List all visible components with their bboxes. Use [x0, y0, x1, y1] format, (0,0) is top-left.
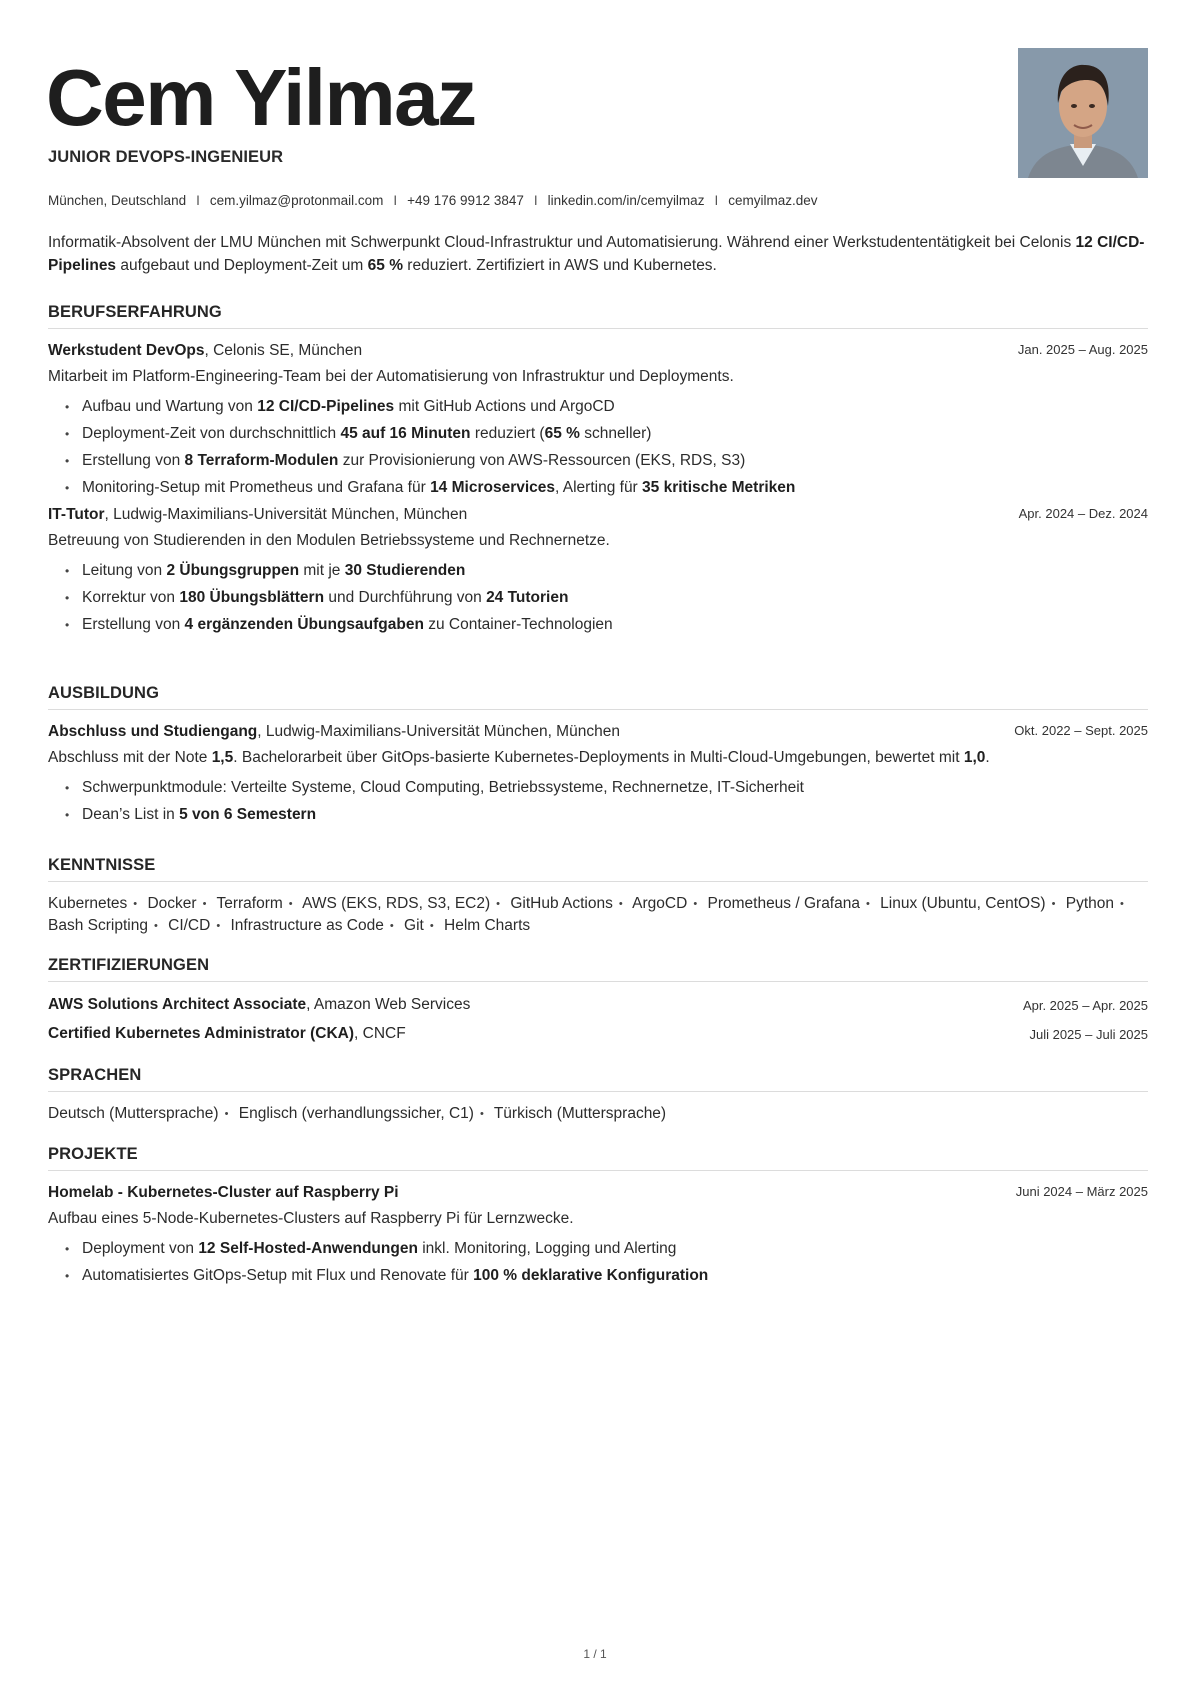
entry-role: Werkstudent DevOps [48, 342, 205, 359]
language-item: Deutsch (Muttersprache) [48, 1105, 219, 1122]
summary-text: Informatik-Absolvent der LMU München mit Schwerpunkt Cloud-Infrastruktur und Automatisierung. Während einer Werkstudententätigkeit bei Celonis [48, 234, 1076, 251]
list-item: • Leitung von 2 Übungsgruppen mit je 30 Studierenden [65, 561, 1148, 581]
section-title: SPRACHEN [48, 1066, 1148, 1092]
summary-text: aufgebaut und Deployment-Zeit um [116, 257, 368, 274]
separator-dot: • [389, 920, 394, 932]
summary-text: reduziert. Zertifiziert in AWS und Kubernetes. [403, 257, 717, 274]
skill-item: Prometheus / Grafana [707, 895, 860, 912]
project-name: Homelab - Kubernetes-Cluster auf Raspberry Pi [48, 1184, 399, 1201]
summary-highlight: 65 % [367, 257, 403, 274]
skill-item: Docker [147, 895, 197, 912]
entry-heading [48, 1183, 1148, 1203]
entry-heading [48, 722, 1148, 742]
contact-separator: I [196, 193, 200, 208]
entry-heading [48, 505, 1148, 525]
separator-dot: • [618, 898, 623, 910]
contact-email[interactable]: cem.yilmaz@protonmail.com [209, 193, 384, 208]
list-item: • Korrektur von 180 Übungsblättern und Durchführung von 24 Tutorien [65, 588, 1148, 608]
separator-dot: • [202, 898, 207, 910]
contact-separator: I [714, 193, 719, 208]
list-item: • Deployment von 12 Self-Hosted-Anwendungen inkl. Monitoring, Logging und Alerting [65, 1239, 1148, 1259]
certification-name: Certified Kubernetes Administrator (CKA) [48, 1025, 355, 1042]
section-projects [48, 1145, 1148, 1293]
education-entry [48, 722, 1148, 825]
separator-dot: • [133, 898, 138, 910]
skills-list [48, 893, 1148, 937]
resume-page [48, 0, 1148, 1683]
separator-dot: • [153, 920, 158, 932]
experience-entry [48, 341, 1148, 498]
entry-description: Abschluss mit der Note 1,5. Bachelorarbeit über GitOps-basierte Kubernetes-Deployments in Multi-Cloud-Umgebungen, bewertet mit 1,0. [48, 749, 990, 766]
skill-item: ArgoCD [632, 895, 688, 912]
skill-item: Bash Scripting [48, 917, 148, 934]
section-title: ZERTIFIZIERUNGEN [48, 956, 1148, 982]
list-item: • Erstellung von 8 Terraform-Modulen zur Provisionierung von AWS-Ressourcen (EKS, RDS, S3) [65, 451, 1148, 471]
section-certifications [48, 956, 1148, 1044]
candidate-name: Cem Yilmaz [46, 53, 476, 142]
list-item: • Aufbau und Wartung von 12 CI/CD-Pipelines mit GitHub Actions und ArgoCD [65, 397, 1148, 417]
languages-list [48, 1103, 1148, 1125]
certification-item [48, 1024, 1148, 1044]
entry-role: IT-Tutor [48, 506, 105, 523]
skill-item: Git [404, 917, 424, 934]
separator-dot: • [224, 1108, 229, 1120]
certification-date: Juli 2025 – Juli 2025 [1029, 1027, 1148, 1042]
separator-dot: • [1120, 898, 1124, 910]
list-item: • Erstellung von 4 ergänzenden Übungsaufgaben zu Container-Technologien [65, 615, 1148, 635]
language-item: Englisch (verhandlungssicher, C1) [238, 1105, 474, 1122]
contact-linkedin[interactable]: linkedin.com/in/cemyilmaz [547, 193, 705, 208]
list-item: • Monitoring-Setup mit Prometheus und Grafana für 14 Microservices, Alerting für 35 kritische Metriken [65, 478, 1148, 498]
certification-item [48, 995, 1148, 1015]
separator-dot: • [865, 898, 870, 910]
contact-line [48, 193, 818, 208]
section-title: AUSBILDUNG [48, 684, 1148, 710]
contact-website[interactable]: cemyilmaz.dev [728, 193, 818, 208]
section-experience [48, 303, 1148, 642]
page-indicator: 1 / 1 [583, 1647, 607, 1661]
skill-item: Terraform [216, 895, 283, 912]
entry-description: Aufbau eines 5-Node-Kubernetes-Clusters auf Raspberry Pi für Lernzwecke. [48, 1210, 574, 1227]
list-item: • Schwerpunktmodule: Verteilte Systeme, Cloud Computing, Betriebssysteme, Rechnernetze, IT-Sicherheit [65, 778, 1148, 798]
achievement-list [48, 778, 1148, 825]
entry-description: Mitarbeit im Platform-Engineering-Team bei der Automatisierung von Infrastruktur und Deployments. [48, 368, 734, 385]
project-entry [48, 1183, 1148, 1286]
section-title: BERUFSERFAHRUNG [48, 303, 1148, 329]
job-title: JUNIOR DEVOPS-INGENIEUR [48, 148, 284, 166]
certification-issuer: , CNCF [354, 1025, 406, 1042]
section-languages [48, 1066, 1148, 1125]
achievement-list [48, 561, 1148, 635]
portrait-icon [1018, 48, 1148, 178]
section-skills [48, 856, 1148, 937]
entry-date: Juni 2024 – März 2025 [1015, 1184, 1148, 1199]
separator-dot: • [1051, 898, 1056, 910]
list-item: • Deployment-Zeit von durchschnittlich 45 auf 16 Minuten reduziert (65 % schneller) [65, 424, 1148, 444]
list-item: • Dean’s List in 5 von 6 Semestern [65, 805, 1148, 825]
language-item: Türkisch (Muttersprache) [493, 1105, 667, 1122]
certification-date: Apr. 2025 – Apr. 2025 [1022, 998, 1148, 1013]
separator-dot: • [496, 898, 501, 910]
entry-date: Okt. 2022 – Sept. 2025 [1014, 723, 1148, 738]
skill-item: Infrastructure as Code [230, 917, 384, 934]
achievement-list [48, 1239, 1148, 1286]
profile-photo [1018, 48, 1148, 178]
entry-date: Apr. 2024 – Dez. 2024 [1018, 506, 1148, 521]
skill-item: Kubernetes [48, 895, 128, 912]
entry-date: Jan. 2025 – Aug. 2025 [1017, 342, 1148, 357]
section-education [48, 684, 1148, 832]
section-title: PROJEKTE [48, 1145, 1148, 1171]
certification-issuer: , Amazon Web Services [306, 996, 471, 1013]
contact-location: München, Deutschland [48, 193, 187, 208]
separator-dot: • [216, 920, 221, 932]
skill-item: Helm Charts [444, 917, 531, 934]
separator-dot: • [288, 898, 293, 910]
entry-degree: Abschluss und Studiengang [48, 723, 258, 740]
entry-institution: , Ludwig-Maximilians-Universität München, München [257, 723, 620, 740]
achievement-list [48, 397, 1148, 498]
skill-item: CI/CD [168, 917, 211, 934]
contact-phone[interactable]: +49 176 9912 3847 [407, 193, 524, 208]
contact-separator: I [393, 193, 398, 208]
separator-dot: • [429, 920, 434, 932]
skill-item: Linux (Ubuntu, CentOS) [880, 895, 1046, 912]
skill-item: GitHub Actions [510, 895, 613, 912]
list-item: • Automatisiertes GitOps-Setup mit Flux und Renovate für 100 % deklarative Konfiguration [65, 1266, 1148, 1286]
entry-organization: , Celonis SE, München [204, 342, 363, 359]
section-title: KENNTNISSE [48, 856, 1148, 882]
skill-item: AWS (EKS, RDS, S3, EC2) [302, 895, 491, 912]
certification-name: AWS Solutions Architect Associate [48, 996, 307, 1013]
entry-description: Betreuung von Studierenden in den Modulen Betriebssysteme und Rechnernetze. [48, 532, 610, 549]
skill-item: Python [1065, 895, 1115, 912]
entry-heading [48, 341, 1148, 361]
summary-highlight: 12 CI/CD-Pipelines [48, 234, 1145, 274]
resume-header [46, 0, 1148, 208]
separator-dot: • [479, 1108, 484, 1120]
separator-dot: • [693, 898, 698, 910]
experience-entry [48, 505, 1148, 635]
contact-separator: I [533, 193, 538, 208]
entry-organization: , Ludwig-Maximilians-Universität München, München [104, 506, 468, 523]
profile-summary [48, 231, 1148, 277]
